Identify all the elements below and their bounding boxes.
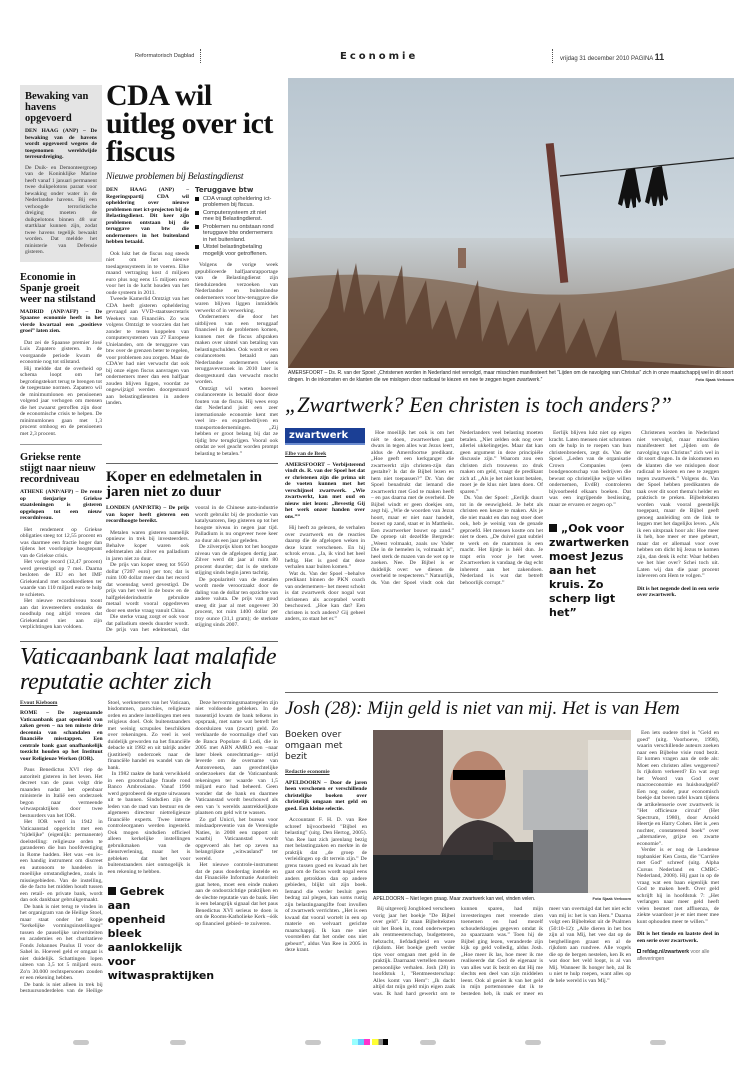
zwartwerk-col-1: [285, 428, 365, 623]
link-icon: [637, 949, 641, 953]
series-label: zwartwerk: [285, 428, 365, 445]
zwartwerk-lead: AMERSFOORT – Verbijsterend vindt ds. R. van der Spoel het dat er christenen zijn die prima uit de voeten kunnen met het verschijnsel zwartwerk. „Wie zwartwerkt, kan met oud en nieuw niet lezen: „Bevestig Gij het werk onzer handen over ons.””: [285, 461, 365, 520]
square-bullet-icon: [108, 887, 116, 895]
zwartwerk-headline: „Zwartwerk? Een christen is toch anders?”: [285, 392, 672, 417]
series-note: Dit is het negende deel in een serie over zwartwerk.: [637, 585, 719, 598]
web-suffix: voor alle afleveringen: [637, 949, 710, 962]
griekse-paragraph: Het rendement op Griekse obligaties steeg tot 12,55 procent en was daarmee een fractie hoger dan tijdens het voorlopige hoogtepunt van de Griekse crisis.: [20, 526, 102, 559]
winter-reeds-image: [288, 78, 734, 368]
print-mark: [525, 1040, 541, 1045]
cda-lead: DEN HAAG (ANP) – Regeringspartij CDA wil opheldering over nieuwe problemen met ict-projecten bij de Belastingdienst. Dit keer zijn problemen ontstaan bij de teruggave van btw die ondernemers in het buitenland hebben betaald.: [106, 187, 189, 245]
havens-lead: DEN HAAG (ANP) – De bewaking van de havens wordt opgevoerd wegens de toegenomen wereldwijde terreurdreiging.: [25, 128, 97, 160]
zwartwerk-col-4: [549, 430, 631, 620]
josh-paragraph: Een iets oudere titel is "Geld en goed" (uitg. Voorhoeve, 1998), waarin verschillende auteurs zoeken naar een Bijbelse visie rond bezit. Er komen vragen aan de orde als: Moet een christen alles weggeven? Is rijkdom verkeerd? En wat zegt het Woord van God over macroeconomie en huishoudgeld? Een nog ouder, puur economisch boekje dat boven tafel kwam tijdens de artikelenserie over zwartwerk is "Het officieuze circuit" (Het Spectrum, 1980), door Arnold Heertje en Harry Cohen. Het is „een nuchter, constaterend boek” over „alternatieve, grijze en zwarte economie”.: [637, 730, 719, 847]
box-list-item: [195, 210, 278, 223]
cda-body: [106, 187, 278, 457]
cda-paragraph: Tweede Kamerlid Omtzigt van het CDA heeft gisteren opheldering gevraagd aan VVD-staatssecretaris Weekers van Financiën. Zo was volgens Omtzigt te voorzien dat het zonder te testen koppelen van computersystemen van 27 Europese Unielanden, om de teruggave van btw over de grenzen beter te regelen, voor problemen zou zorgen. Maar de CDA'er had niet verwacht dat ook bij onze eigen fiscus aanvragen van ondernemers meer dan een halfjaar zouden blijven liggen, voordat ze ongewijzigd werden doorgestuurd aan belastingdiensten in andere landen.: [106, 296, 189, 406]
griekse-article: [20, 452, 102, 631]
square-bullet-icon: [195, 197, 199, 201]
print-mark: [170, 1040, 186, 1045]
cda-paragraph: Omtzigt wil weten hoeveel coulancerente is betaald door deze fouten van de fiscus. Hij wees erop dat Nederland juist een zeer internationale economie kent met veel im- en exportbedrijven en transportondernemingen. „Zij hebben er groot belang bij dat ze tijdig btw terugkrijgen. Vooral ook omdat ze wel geacht worden prompt belasting te betalen.”: [195, 385, 278, 457]
print-mark: [305, 1040, 321, 1045]
josh-paragraph: Bij uitgeverij Jongbloed verscheen vorig jaar het boekje "De Bijbel over geld". Er staan Bijbelteksten uit het Boek in, rond onderwerpen als rentmeesterschap, budgetteren, hebzucht, liefdadigheid en ware rijkdom. Het boekje geeft verder tips voor omgaan met geld in de praktijk. Daarnaast vertellen mensen persoonlijke verhalen. Josh (28) in hoofdstuk 1, "Rentmeesterschap: Alles komt van Hem": „Ik dacht altijd dat mijn geld mijn eigen zaak was. Ik had hard gewerkt om te kunnen sparen, had mijn investeringen met vreemde zien toenemen en had mezelf schouderklopjes gegeven omdat ik zo spaarzaam was.” Toen hij de Bijbel ging lezen, veranderde zijn kijk op geld volledig, aldus Josh. „Hoe meer ik las, hoe meer ik me realiseerde dat God de eigenaar is van alles wat ik bezit en dat Hij me slechts een deel van zijn middelen leent. Ook al geniet ik van het geld in mijn portemonnee dat ik te besteden heb, ik raak er meer en meer van overtuigd dat het niet echt van mij is: het is van Hem.” Daarna volgt een Bijbeltekst uit de Psalmen (50:10-12): „Alle dieren in het bos zijn al van Mij, het vee dat op de berghellingen graast en al de rijkdom aan rundvee. Alle vogels die op de bergen nestelen, ken Ik en wat door het veld loopt, is al van Mij. Wanneer Ik honger heb, zal Ik u niet te hulp roepen, want alles op de hele wereld is van Mij.”: [373, 906, 631, 997]
narrow-column: [20, 82, 102, 631]
koper-lead: LONDEN (ANP/RTR) – De prijs van koper heeft gisteren een recordhoogte bereikt.: [106, 505, 189, 524]
byline: Elbe van de Beek: [285, 451, 327, 457]
square-bullet-icon: [195, 245, 199, 249]
vaticaan-pull-quote: [107, 875, 215, 991]
vaticaan-paragraph: Zo gaf Unicri, het bureau voor misdaadpreventie van de Verenigde Naties, in 2008 een rapport uit waarbij Vaticaanstad wordt opgevoerd als het op zeven na belangrijkste „witwasland” ter wereld.: [195, 816, 278, 862]
josh-subtitle: Boeken over omgaan met bezit: [285, 730, 343, 762]
josh-paragraph: Verder is er nog de Londense topbankier Ken Costa, die "Carrière met God" schreef (uitg. Alpha Cursus Nederland en CMBC-Nederland, 2008). Hij gaat in op de vraag wat een baan eigenlijk met God te maken heeft. Over geld schrijft hij in hoofdstuk 7: „Het verlangen naar meer geld heeft velen besmet met affluenza, de ziekte waardoor je er niet meer mee kunt ophouden meer te willen.”: [637, 847, 719, 925]
zwartwerk-paragraph: Wat ds. Van der Spoel –behalve predikant binnen de PKN coach van ondernemers– het meest schokt is dat zwartwerk door nogal wat christenen als acceptabel wordt beschouwd. „Hoe kan dat? Een christen is toch anders? Gij geheel anders, zo staat het er.”: [285, 570, 365, 622]
box-item-text: Problemen nu ontstaan rond teruggave btw ondernemers in het buitenland.: [203, 223, 274, 243]
vaticaan-paragraph: Het nieuwe controle-instrument dat de paus donderdag instelde en dat Financiële Informatie Autoriteit gaat heten, moet een einde maken aan de ondoorzichtige praktijken en de slechte reputatie van de bank. Het is een belangrijk signaal dat het paus Benedictus XVI serieus te doen is om de Rooms-Katholieke Kerk –óók op financieel gebied– te zuiveren.: [195, 862, 278, 927]
josh-series-note: Dit is het tiende en laatste deel in een serie over zwartwerk.: [637, 931, 719, 944]
vaticaan-paragraph: Paus Benedictus XVI riep de autoriteit gisteren in het leven. Het decreet van de paus volgt drie maanden nadat het openbaar ministerie in Italië een onderzoek begon naar vermeende witwaspraktijken door twee bestuurders van het IOR.: [20, 767, 103, 819]
spanje-paragraph: Hij meldde dat de overheid op schema loopt om het begrotingstekort terug te brengen tot de toegestane normen. Zapatero wil de minimumlonen en pensioenen volgend jaar verhogen om mensen die het zwaarst getroffen zijn door de economische crisis te helpen. De minimumlonen gaan met 1,3 procent omhoog en de pensioenen met 2,3 procent.: [20, 365, 102, 437]
griekse-paragraph: Het nieuwe recordniveau toont aan dat investeerders ondanks de noodhulp nog altijd vrezen dat Griekenland niet aan zijn verplichtingen kan voldoen.: [20, 598, 102, 630]
havens-sidebar-article: [20, 85, 102, 262]
josh-columns: [373, 906, 631, 997]
spanje-headline: Economie in Spanje groeit weer na stilstand: [20, 271, 96, 305]
print-mark: [420, 1040, 436, 1045]
box-title: Teruggave btw: [195, 186, 254, 194]
koper-paragraph: De populariteit van de metalen wordt mede veroorzaakt door de daling van de dollar ten opzichte van andere valuta. De prijs van goud steeg dit jaar al met ongeveer 30 procent, tot ruim 1400 dollar per troy ounce (31,1 gram); de sterkste stijging sinds 2007.: [195, 576, 278, 628]
box-item-text: CDA vraagt opheldering ict-problemen bij fiscus.: [203, 195, 272, 208]
square-bullet-icon: [195, 225, 199, 229]
color-bar: [352, 1039, 370, 1045]
zwartwerk-col-5: [637, 430, 719, 599]
zwartwerk-paragraph: Hij heeft zo gelezen, de verhalen over zwartwerk en de reacties daarop die de afgelopen weken in deze krant verschenen. En hij schrok ervan. „Ja, ik vind het heel heftig. Het is goed dat deze verhalen naar buiten komen.”: [285, 525, 365, 570]
divider: [20, 641, 278, 642]
box-item-text: Computersysteem zit niet mee bij Belastingdienst.: [203, 209, 267, 222]
havens-body: De Duik- en Demonteergroep van de Koninklijke Marine heeft vanaf 1 januari permanent twee duikpelotons paraat voor bewaking onder water in de Nederlandse havens. Bij een verhoogde terroristische dreiging moeten de duikpelotons binnen 48 uur startklaar kunnen zijn, zodat twee havens tegelijk bewaakt worden. Dat meldde het ministerie van Defensie gisteren.: [25, 164, 97, 255]
photo-caption: [288, 370, 734, 383]
header-divider: [552, 49, 553, 63]
caption-text: AMERSFOORT – Ds. R. van der Spoel: „Christenen worden in Nederland niet vervolgd, maar misschien manifesteert het "Lijden om de navolging van Christus" zich in onze maatschappij wel in dit soort dingen. In de inkomsten en de klanten die we mislopen door radicaal te kiezen en nee te zeggen tegen zwartwerk.”: [288, 370, 734, 383]
office-man-image: [373, 730, 631, 893]
vaticaan-paragraph: Het IOR werd in 1942 in Vaticaanstad opgericht met een "tijdelijke" (eigenlijk: permanente) doelstelling: religieuze orden te garanderen die hun hoofdvestiging in Rome hadden. Het was –en is– een handig instrument om discreet en autonoom te handelen in moeilijke omstandigheden, zoals in missiegebieden. Van de instelling, die de facto het midden houdt tussen een retail- en private bank, wordt dan ook dankbaar gebruikgemaakt.: [20, 819, 103, 903]
zwartwerk-pull-quote: [549, 522, 631, 620]
divider: [106, 463, 278, 464]
josh-headline: Josh (28): Mijn geld is niet van mij. Het is van Hem: [285, 698, 680, 719]
vaticaan-paragraph: In 1982 raakte de bank verwikkeld in een grootschalige fraude rond Banco Ambrosiano. Vanaf 1990 werd geprobeerd de ergste uitwassen uit te bannen. Sindsdien zijn de leden van de raad van bestuur en de algemeen directeur nietreligieuze financiële experts. Twee interne controleorganen werden ingesteld. Ook mogen sindsdien officieel alleen kerkelijke instellingen gebruikmaken van de dienstverlening, maar het is gebleken dat het voor buitenstaanders niet onmogelijk is een rekening te hebben.: [107, 771, 191, 875]
byline: Evout Kieboom: [20, 699, 58, 706]
zwartwerk-paragraph: Eerlijk blijven lukt niet op eigen kracht. Laten mensen niet schromen om de hulp in te roepen van hun christenbroeders, zegt ds. Van der Spoel. „Leden van de organisatie Crown Companies (een bondgenootschap van bedrijven die bewust op christelijke wijze willen ondernemen, EvdB) controleren bijvoorbeeld elkaars boeken. Dat was een ingrijpende beslissing, maar ze ervaren er zegen op.”: [549, 430, 631, 508]
divider: [20, 444, 102, 445]
josh-col-right: [637, 730, 719, 962]
header-divider: [200, 49, 201, 63]
page-date: [560, 52, 664, 62]
print-mark: [73, 1040, 89, 1045]
vaticaan-lead: ROME – De zogenaamde Vaticaanbank gaat openheid van zaken geven – na ten minste drie decennia van schandalen en financiële misstappen. Een centrale bank gaat onafhankelijk toezicht houden op het Instituut voor Religieuze Werken (IOR).: [20, 710, 103, 762]
print-mark: [650, 1040, 666, 1045]
koper-headline: Koper en edelmetalen in jaren niet zo duur: [106, 469, 262, 500]
page-number: 11: [654, 52, 665, 62]
vaticaan-paragraph: De bank is niet terug te vinden in het organigram van de Heilige Stoel, maar staat onder het kopje "kerkelijke vormingsinstellingen" tussen de pauselijke universiteiten en academies en het charitatieve Fonds Johannes Paulus II voor de Sahel in. Hoeveel geld er omgaat is niet duidelijk. Schattingen lopen uiteen van 3,5 tot 5 miljard euro. Zo'n 30.000 rechtspersonen zouden er een rekening hebben.: [20, 903, 103, 981]
koper-body: [106, 505, 278, 634]
square-bullet-icon: [549, 524, 557, 532]
byline: Redactie economie: [285, 769, 330, 775]
griekse-paragraph: Het vorige record (12,47 procent) werd gevestigd op 7 mei. Daarna besloten de EU en het IMF Griekenland met noodkredieten ter waarde van 110 miljard euro te hulp te schieten.: [20, 559, 102, 598]
vaticaan-headline: Vaticaanbank laat malafide reputatie achter zich: [20, 643, 277, 695]
vaticaan-paragraph: Deze hervormingsmaatregelen zijn niet voldoende gebleken. In de tussentijd kwam de bank telkens in opspraak, met name wat betreft het doorsluizen van (zwart) geld. Zo verklaarde de voormalige chef van de Banca Popolare di Lodi, die in 2005 met ABN AMRO een –naar later bleek onrechtmatige– strijd leverde om de overname van Antonveneta, aan gerechtelijke onderzoekers dat de Vaticaanbank rekeningen ter waarde van 1,5 miljard euro had beheerd. Geen wonder dat de bank en daarmee Vaticaanstad wordt beschouwd als een van 's werelds aantrekkelijkste plaatsen om geld wit te wassen.: [195, 699, 278, 816]
josh-paragraph: Accountant F. H. D. van Ree schreef bijvoorbeeld "Bijbel en belasting" (uitg. Den Hertog, 2005). Van Ree laat zich jarenlang bezig met belastingzaken en merkte in de praktijk dat „de groep de verleidingen op dit terrein zijn.” De grens tussen goed en kwaad als het gaat om de fiscus wordt nogal eens anders getrokken dan op andere gebieden, blijkt uit zijn boek. Iemand die verder besluit geen bedrag zal plegen, kan soms rustig zijn belastingaangifte fout invullen of zwartwerk verrichten. „Het is een kwaad dat vooral wortelt in een op materie en welvaart gerichte maatschappij. Ik kan me niet voorstellen dat het onder ons niet gebeurt”, aldus Van Ree in 2005 in deze krant.: [285, 817, 367, 953]
koper-paragraph: De zilverprijs klom tot het hoogste niveau van de afgelopen dertig jaar. Zilver werd dit jaar al ruim 80 procent duurder; dat is de sterkste stijging sinds begin jaren tachtig.: [195, 544, 278, 576]
paper-name: Reformatorisch Dagblad: [135, 53, 195, 59]
cda-paragraph: Ondernemers die door het uitblijven van een teruggaaf financieel in de problemen komen, kunnen met de fiscus afspraken maken over uitstel van betaling van belastingschulden. Ook wordt er een coulancetoets betaald aan Nederlandse ondernemers wiens teruggaveverzoek in 2010 later is doorgestuurd dan verwacht mocht worden.: [195, 314, 278, 385]
date-text: vrijdag 31 december 2010 PAGINA: [560, 56, 653, 62]
web-link[interactable]: [637, 949, 719, 962]
spanje-lead: MADRID (ANP/AFP) – De Spaanse economie heeft in het vierde kwartaal een „positieve groei” laten zien.: [20, 308, 102, 334]
divider: [285, 692, 718, 693]
photo-credit: Foto Sjaak Verboom: [695, 376, 734, 382]
teruggave-btw-box: [195, 187, 278, 257]
zwartwerk-paragraph: Hoe moeilijk het ook is om het níét te doen, zwartwerken gaat dwars in tegen alles wat Jezus leert, aldus de Amersfoortse predikant. „Hoe geeft een kerkganger die zwartwerkt zijn christen-zijn dan gestalte? Is dat de Bijbel lezen en hem niet toepassen?” Dr. Van der Spoel benadrukt dat iemand die zwartwerkt met God te maken heeft – en pas daarna met de overheid. De Bijbel windt er geen doekjes om, zegt hij. „Wie de woorden van Jezus hoort, maar er niet naar handelt, bouwt op zand, staat er in Mattheüs. Een zwartwerker bouwt op zand.” De oproep uit dezelfde Bergrede: „Weest volmaakt, zoals uw Vader Die in de hemelen is, volmaakt is”, heel sterk de mazen van de wet op te zoeken. Nee. De Bijbel is er duidelijk over: we dienen de overheid te respecteren.” Natuurlijk, ds. Van der Spoel vindt ook dat Nederlanders veel belasting moeten betalen. „Niet zelden ook nog over allerlei ukkelingetjes. Maar dat kan geen argument in deze principiële discussie zijn.” Waarom zou een christen zich trouwens zo druk maken om geld, vraagt de predikant zich af. „Als je het niet kunt betalen, moet je de klus niet laten doen. Of sparen.”: [371, 430, 543, 586]
web-url[interactable]: refdag.nl/zwartwerk: [642, 949, 690, 955]
cda-headline: CDA wil uitleg over ict fiscus: [106, 79, 273, 168]
color-bar: [372, 1039, 388, 1045]
box-list-item: [195, 196, 278, 209]
griekse-lead: ATHENE (ANP/AFP) – De rente op tienjarige Griekse staatsleningen is gisteren opgelopen tot een nieuw recordniveau.: [20, 489, 102, 521]
box-list-item: [195, 244, 278, 257]
wide-column: [106, 79, 278, 634]
spanje-article: [20, 272, 102, 438]
josh-photo-caption: [373, 896, 631, 903]
quote-text: „Ook voor zwartwerken moest Jezus aan het kruis. Zo scherp ligt het”: [549, 522, 630, 619]
zwartwerk-col-2-3: [371, 430, 543, 586]
vaticaan-body: [20, 700, 278, 995]
caption-text: APELDOORN – Niet legen graag. Maar zwartwerk kan wel, vinden velen.: [373, 896, 536, 902]
left-half: [20, 79, 278, 995]
cda-paragraph: Volgens de vorige week gepubliceerde halfjaarsrapportage van de Belastingdienst zijn tienduizenden verzoeken van Nederlandse en buitenlandse ondernemers voor btw-teruggave die waren blijven liggen inmiddels verwerkt of in verwerking.: [195, 262, 278, 314]
zwartwerk-paragraph: Christenen worden in Nederland niet vervolgd, maar misschien manifesteert het „lijden om de navolging van Christus” zich wel in dit soort dingen. In de inkomsten en de klanten die we mislopen door radicaal te kiezen en nee te zeggen tegen zwartwerk.” Volgens ds. Van der Spoel hebben predikanten de taak over dit soort thema's helder en praktisch te preken. Bijbelteksten worden vaak vooral geestelijk toegepast, maar de Bijbel geeft genoeg aanleiding om de link te leggen met het dagelijks leven. „Als ik een uitspraak hoor als: Hoe meer ik heb, hoe meer er mee gebeurt, maar dat er allemaal voor over hebben om dicht bij Jezus te komen zijn, dan denk ik echt: Waar hebben we het hier over? Schei toch uit. Laten wij dan die paar procent inleveren om Hem te volgen.”: [637, 430, 719, 579]
square-bullet-icon: [195, 211, 199, 215]
zwartwerk-photo: [288, 78, 734, 368]
cda-subtitle: Nieuwe problemen bij Belastingdienst: [106, 172, 244, 182]
josh-lead: APELDOORN – Door de jaren heen verschenen er verschillende christelijke boeken over christelijk omgaan met geld en goed. Een kleine selectie.: [285, 779, 367, 812]
section-title: Economie: [340, 51, 419, 62]
quote-text: Gebrek aan openheid bleek aanlokkelijk voor witwaspraktijken: [107, 885, 215, 982]
cda-paragraph: Ook lukt het de fiscus nog steeds niet om het nieuwe toeslagensysteem in te voeren. Elke maand vertraging kost 4 miljoen euro plus nog eens 15 miljoen euro voor het in de lucht houden van het oude systeem in 2011.: [106, 250, 189, 296]
havens-headline: Bewaking van havens opgevoerd: [25, 91, 89, 124]
josh-photo: [373, 730, 631, 893]
photo-credit: Foto Sjaak Verboom: [592, 896, 631, 901]
koper-paragraph: Metalen waren gisteren namelijk opnieuw in trek bij investeerders. Behalve koper waren ook edelmetalen als zilver en palladium in jaren niet zo duur.: [106, 529, 189, 562]
box-list-item: [195, 224, 278, 244]
top-left-grid: [20, 79, 278, 634]
box-list: [195, 196, 278, 258]
koper-paragraph: Die sterke vraag zorgt er ook voor dat palladium steeds duurder wordt. De prijs van het edelmetaal, dat vooral in de Chinese auto-industrie wordt gebruikt bij de productie van katalysatoren, liep gisteren op tot het hoogste niveau in negen jaar tijd. Palladium is nu ongeveer twee keer zo duur als een jaar geleden.: [106, 505, 278, 633]
spanje-paragraph: Dat zei de Spaanse premier José Luis Zapatero gisteren. In de voorgaande periode kwam de economie nog tot stilstand.: [20, 339, 102, 365]
zwartwerk-paragraph: Ds. Van der Spoel: „Eerlijk duurt tot in de eeuwigheid. Je hebt als christen een keuze te maken. Als je die niet maakt en dan nog stoer doet ook, heb je weinig van de genade geproefd. Het mensen kostte om het niet te doen. „De duivel gaat subtiel te werk en de mammon is een macht. Het lijntje is héél dun. Je trapt erin voor je het weet. Zwartwerken is vandaag de dag echt inherent aan het zakendoen. Nederland is wat dat betreft behoorlijk corrupt.”: [460, 495, 543, 586]
vaticaan-paragraph: De bank is niet alleen in trek bij bestuursonderdelen van de Heilige Stoel, werknemers van het Vaticaan, bisdommen, parochies, religieuze orden en andere instellingen met een religieus doel. Ook buitenstaanders met weinig scrupules beschikken over rekeningen. Zo veel is wel duidelijk geworden na het financiële debacle uit 1982 en uit talrijk ander (justitieel) onderzoek naar de financiële handel en wandel van de bank.: [20, 699, 191, 994]
box-item-text: Uitstel belastingbetaling mogelijk voor getroffenen.: [203, 244, 268, 257]
josh-col-1: [285, 730, 367, 954]
griekse-headline: Griekse rente stijgt naar nieuw recordniveau: [20, 452, 96, 485]
koper-paragraph: De prijs van koper steeg tot 9550 dollar (7207 euro) per ton; dat is ruim 100 dollar meer dan het record dat woensdag werd gevestigd. De prijs van het veel in de bouw en de halfgeleiderindustrie gebruikte metaal wordt vooral opgedreven door een sterke vraag vanuit China.: [106, 562, 189, 614]
